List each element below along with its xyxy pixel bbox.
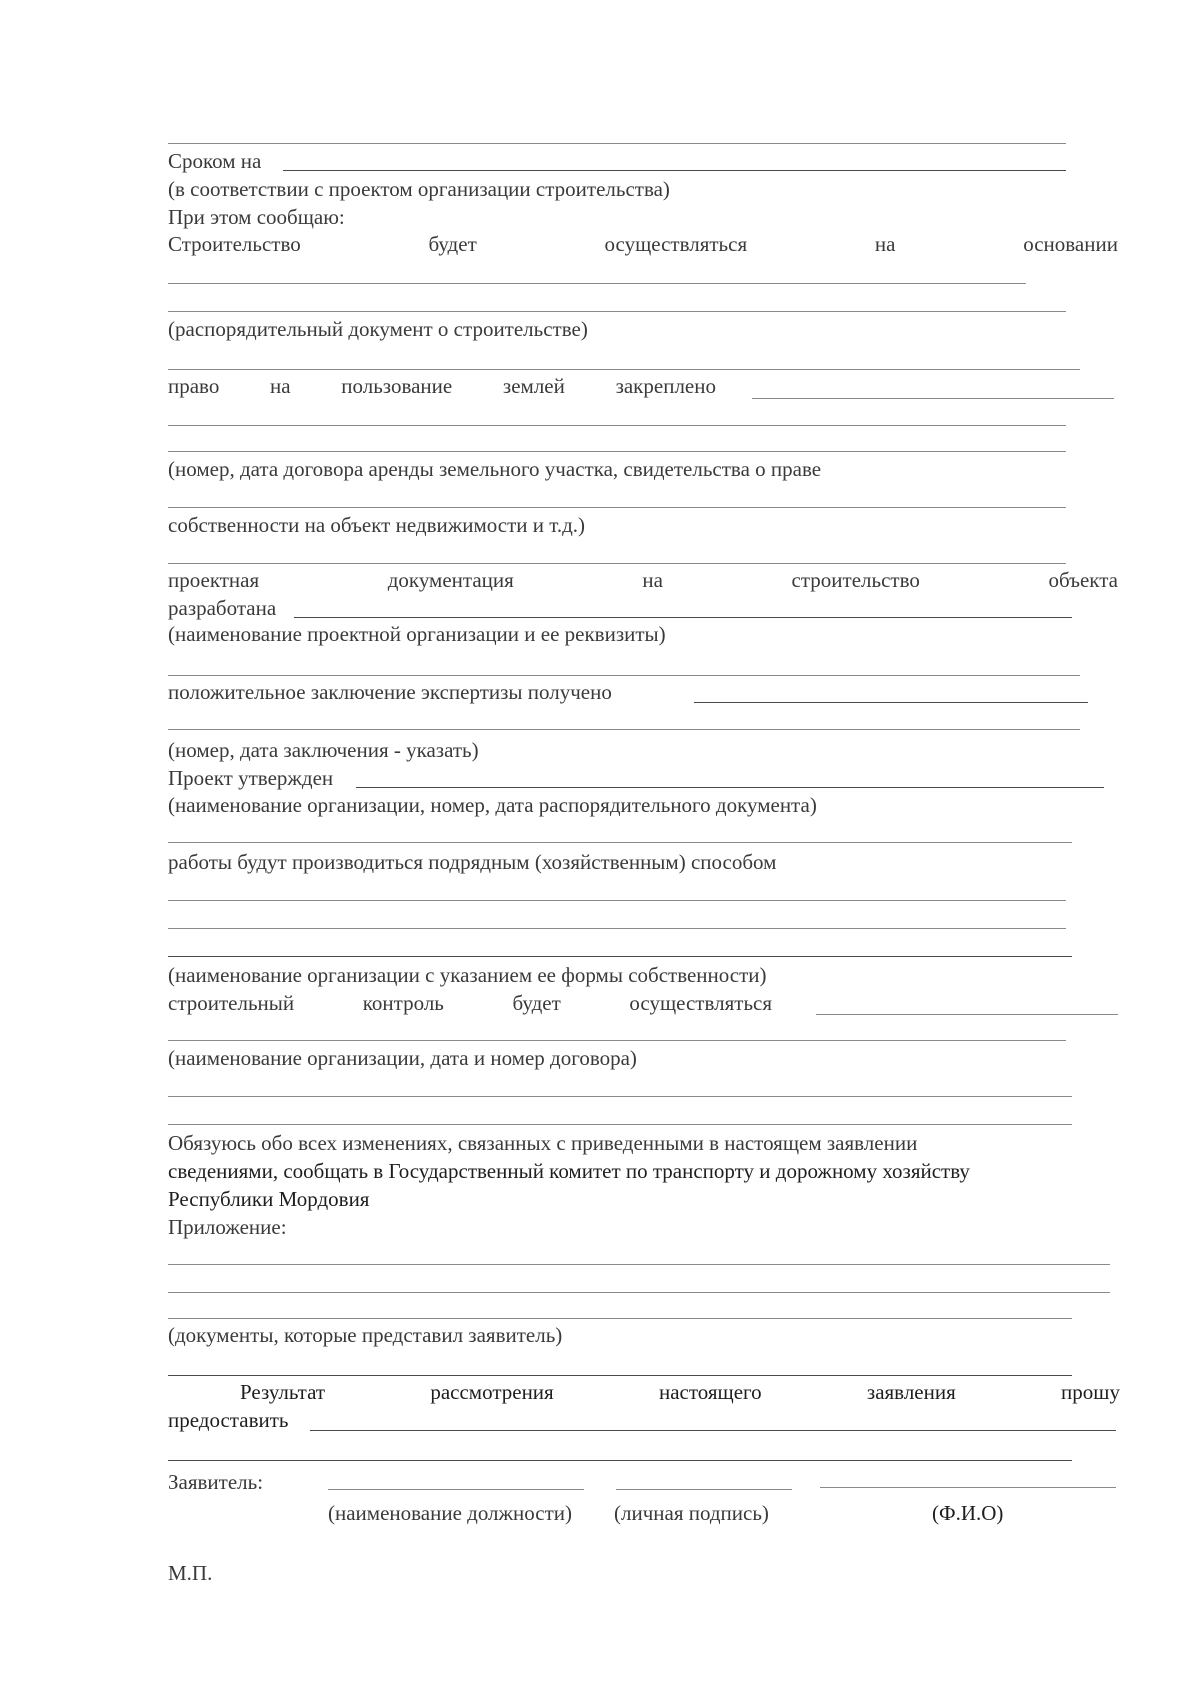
works-label: работы будут производиться подрядным (хозяйственным) способом [168, 850, 777, 874]
project-word: документация [387, 568, 514, 592]
appendix-field-4[interactable] [168, 1375, 1072, 1376]
result-line [240, 1380, 1120, 1404]
approved-field-2[interactable] [168, 842, 1072, 843]
project-word: объекта [1048, 568, 1118, 592]
land-word: землей [502, 374, 565, 398]
approved-label: Проект утвержден [168, 766, 334, 790]
control-word: строительный [168, 991, 295, 1015]
appendix-field-3[interactable] [168, 1318, 1072, 1319]
applicant-name-note: (Ф.И.О) [932, 1501, 1004, 1525]
appendix-field-2[interactable] [168, 1292, 1110, 1293]
appendix-field-1[interactable] [168, 1264, 1110, 1265]
construction-word: основании [1023, 232, 1118, 256]
construction-word: Строительство [168, 232, 301, 256]
control-word: будет [512, 991, 561, 1015]
project-word: строительство [791, 568, 920, 592]
construction-note: (распорядительный документ о строительстве) [168, 317, 588, 341]
land-field-3[interactable] [168, 451, 1066, 452]
srokom-field[interactable] [283, 170, 1066, 171]
obligation-line-2: сведениями, сообщать в Государственный комитет по транспорту и дорожному хозяйству [168, 1159, 970, 1183]
land-line [168, 374, 716, 398]
appendix-note: (документы, которые представил заявитель) [168, 1323, 563, 1347]
works-field-1[interactable] [168, 900, 1066, 901]
applicant-position-note: (наименование должности) [328, 1501, 573, 1525]
construction-field-1[interactable] [168, 283, 1026, 284]
control-word: осуществляться [629, 991, 772, 1015]
works-note: (наименование организации с указанием ее формы собственности) [168, 963, 767, 987]
result-word: настоящего [659, 1380, 762, 1404]
pri-etom-text: При этом сообщаю: [168, 205, 345, 229]
project-line [168, 568, 1118, 592]
project-word: на [642, 568, 663, 592]
srokom-label: Сроком на [168, 149, 262, 173]
works-field-2[interactable] [168, 928, 1066, 929]
control-field-4[interactable] [168, 1124, 1072, 1125]
blank-line-top [168, 143, 1066, 144]
applicant-signature-note: (личная подпись) [614, 1501, 769, 1525]
expertise-field-2[interactable] [168, 729, 1080, 730]
land-field-5[interactable] [168, 563, 1066, 564]
construction-line [168, 232, 1118, 256]
control-line [168, 991, 772, 1015]
land-field-4[interactable] [168, 507, 1066, 508]
applicant-label: Заявитель: [168, 1470, 264, 1494]
control-field[interactable] [816, 1014, 1118, 1015]
control-field-2[interactable] [168, 1040, 1066, 1041]
project-note: (наименование проектной организации и ее реквизиты) [168, 622, 666, 646]
land-word: право [168, 374, 220, 398]
result-provide: предоставить [168, 1408, 289, 1432]
stamp-label: М.П. [168, 1561, 213, 1585]
result-word: Результат [240, 1380, 326, 1404]
land-field-2[interactable] [168, 425, 1066, 426]
result-field[interactable] [310, 1430, 1116, 1431]
blank-line-land-above[interactable] [168, 369, 1080, 370]
applicant-name-field[interactable] [820, 1487, 1116, 1488]
srokom-note: (в соответствии с проектом организации строительства) [168, 177, 670, 201]
land-note-2: собственности на объект недвижимости и т.д.) [168, 513, 586, 537]
expertise-field[interactable] [694, 702, 1088, 703]
land-word: на [270, 374, 291, 398]
construction-word: будет [428, 232, 477, 256]
project-razrabotana: разработана [168, 596, 277, 620]
land-note-1: (номер, дата договора аренды земельного участка, свидетельства о праве [168, 457, 822, 481]
result-word: прошу [1061, 1380, 1120, 1404]
approved-note: (наименование организации, номер, дата распорядительного документа) [168, 793, 817, 817]
control-word: контроль [362, 991, 444, 1015]
obligation-line-3: Республики Мордовия [168, 1187, 370, 1211]
applicant-position-field[interactable] [328, 1489, 584, 1490]
project-word: проектная [168, 568, 260, 592]
result-word: заявления [866, 1380, 956, 1404]
land-field[interactable] [752, 398, 1114, 399]
obligation-line-1: Обязуюсь обо всех изменениях, связанных с приведенными в настоящем заявлении [168, 1131, 918, 1155]
works-field-3[interactable] [168, 956, 1072, 957]
approved-field[interactable] [356, 787, 1104, 788]
control-field-3[interactable] [168, 1096, 1072, 1097]
applicant-signature-field[interactable] [616, 1489, 792, 1490]
appendix-label: Приложение: [168, 1215, 287, 1239]
construction-field-2[interactable] [168, 311, 1066, 312]
land-word: закреплено [615, 374, 716, 398]
construction-word: на [874, 232, 896, 256]
expertise-label: положительное заключение экспертизы получено [168, 680, 612, 704]
project-field-2[interactable] [168, 675, 1080, 676]
result-field-2[interactable] [168, 1460, 1072, 1461]
result-word: рассмотрения [430, 1380, 554, 1404]
expertise-note: (номер, дата заключения - указать) [168, 738, 479, 762]
control-note: (наименование организации, дата и номер договора) [168, 1046, 637, 1070]
land-word: пользование [341, 374, 453, 398]
project-field[interactable] [294, 617, 1072, 618]
construction-word: осуществляться [604, 232, 748, 256]
